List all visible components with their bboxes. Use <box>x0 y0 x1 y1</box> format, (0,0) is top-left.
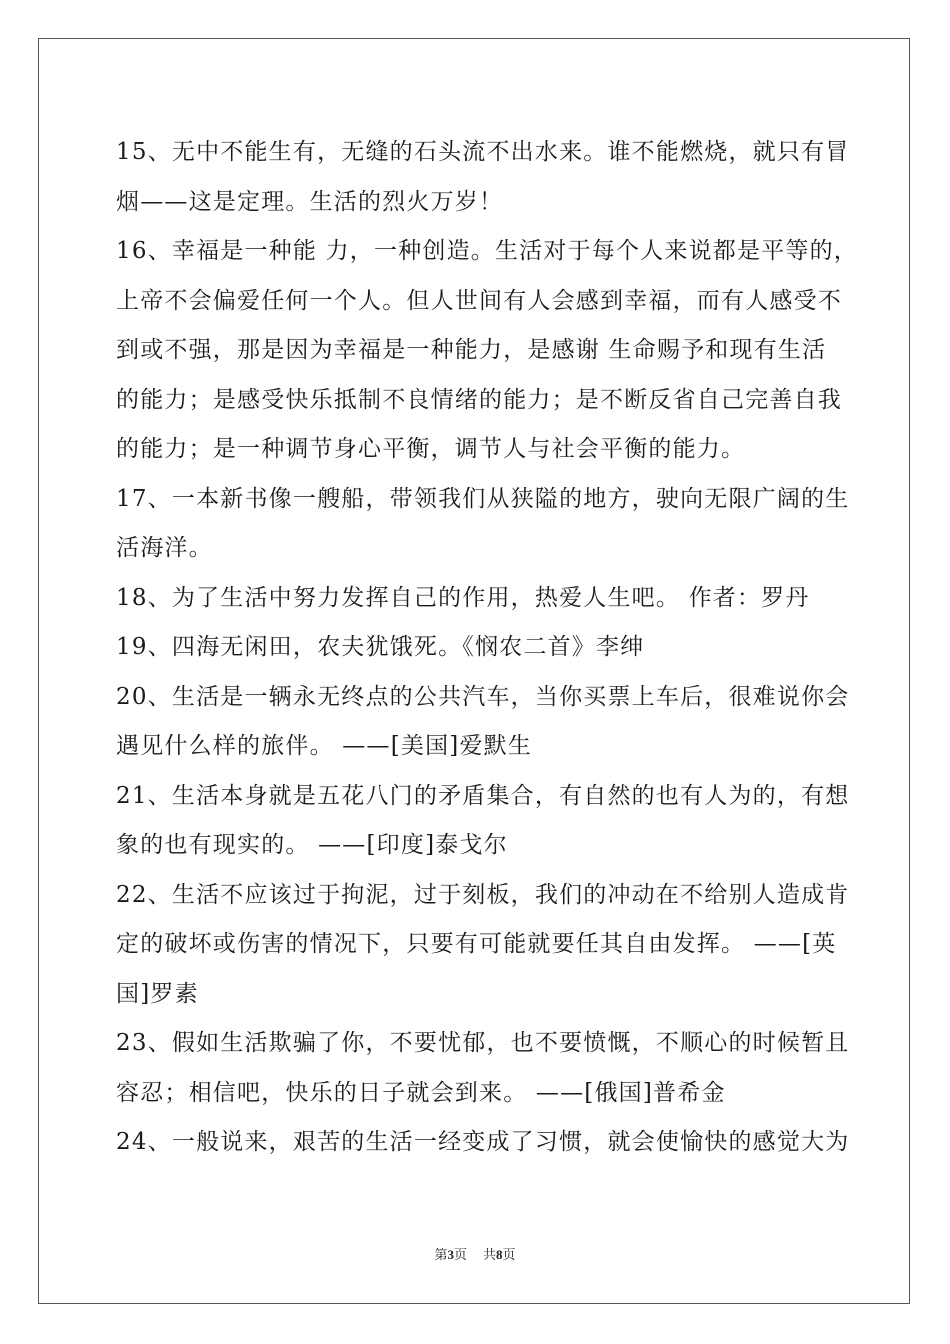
page-suffix: 页 <box>453 1248 467 1263</box>
text-line: 的能力；是一种调节身心平衡，调节人与社会平衡的能力。 <box>116 436 746 462</box>
text-line: 24、一般说来，艰苦的生活一经变成了习惯，就会使愉快的感觉大为 <box>116 1129 850 1155</box>
paragraph-21 <box>116 772 850 871</box>
paragraph-16 <box>116 227 858 475</box>
text-line: 17、一本新书像一艘船，带领我们从狭隘的地方，驶向无限广阔的生 <box>116 485 850 512</box>
text-line: 活海洋。 <box>116 535 213 561</box>
text-line: 国]罗素 <box>116 980 199 1007</box>
paragraph-20 <box>116 673 850 772</box>
text-line: 的能力；是感受快乐抵制不良情绪的能力；是不断反省自己完善自我 <box>116 386 842 413</box>
text-line: 定的破坏或伤害的情况下，只要有可能就要任其自由发挥。 ——[英 <box>116 931 837 957</box>
text-line: 20、生活是一辆永无终点的公共汽车，当你买票上车后，很难说你会 <box>116 683 850 710</box>
page-prefix: 第 <box>434 1248 448 1263</box>
text-line: 22、生活不应该过于拘泥，过于刻板，我们的冲动在不给别人造成肯 <box>116 881 850 908</box>
text-line: 遇见什么样的旅伴。 ——[美国]爱默生 <box>116 733 533 759</box>
paragraph-19 <box>116 623 840 673</box>
text-line: 21、生活本身就是五花八门的矛盾集合，有自然的也有人为的，有想 <box>116 782 850 809</box>
total-suffix: 页 <box>502 1248 516 1263</box>
page-number: 3 <box>447 1247 454 1262</box>
text-line: 19、四海无闲田，农夫犹饿死。《悯农二首》李绅 <box>116 634 645 660</box>
text-line: 23、假如生活欺骗了你，不要忧郁，也不要愤慨，不顺心的时候暂且 <box>116 1030 850 1056</box>
paragraph-22 <box>116 871 850 1020</box>
paragraph-17 <box>116 475 850 574</box>
text-line: 上帝不会偏爱任何一个人。但人世间有人会感到幸福，而有人感受不 <box>116 287 842 314</box>
text-line: 15、无中不能生有，无缝的石头流不出水来。谁不能燃烧，就只有冒 <box>116 139 850 165</box>
text-line: 16、幸福是一种能 力，一种创造。生活对于每个人来说都是平等的， <box>116 238 858 264</box>
text-line: 到或不强，那是因为幸福是一种能力，是感谢 生命赐予和现有生活 <box>116 337 827 363</box>
text-line: 烟——这是定理。生活的烈火万岁！ <box>116 188 504 215</box>
document-body <box>116 128 858 1168</box>
paragraph-24 <box>116 1118 850 1168</box>
total-pages: 8 <box>496 1247 503 1262</box>
paragraph-18 <box>116 574 840 624</box>
text-line: 18、为了生活中努力发挥自己的作用，热爱人生吧。 作者：罗丹 <box>116 584 810 611</box>
paragraph-23 <box>116 1019 850 1118</box>
text-line: 容忍；相信吧，快乐的日子就会到来。 ——[俄国]普希金 <box>116 1079 726 1106</box>
paragraph-15 <box>116 128 850 227</box>
text-line: 象的也有现实的。 ——[印度]泰戈尔 <box>116 832 508 858</box>
page-footer <box>0 1244 950 1263</box>
total-prefix: 共 <box>483 1248 497 1263</box>
